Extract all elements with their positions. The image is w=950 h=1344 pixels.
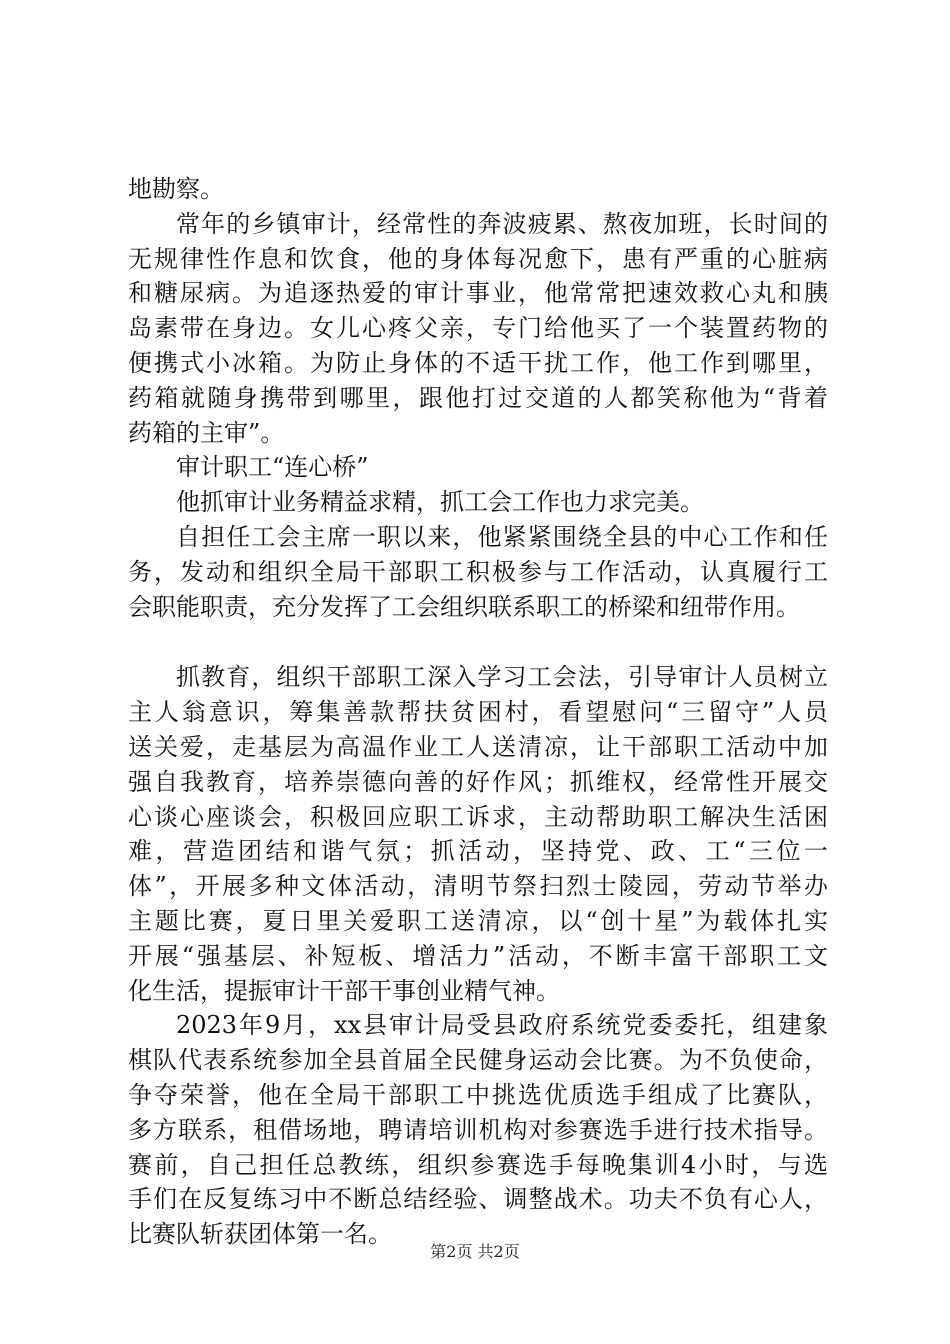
paragraph-line: 和糖尿病。为追逐热爱的审计事业，他常常把速效救心丸和胰 xyxy=(128,279,828,308)
paragraph-line: 争夺荣誉，他在全局干部职工中挑选优质选手组成了比赛队， xyxy=(128,1080,828,1109)
page-number-footer: 第2页 共2页 xyxy=(430,1242,520,1261)
paragraph-line: 棋队代表系统参加全县首届全民健身运动会比赛。为不负使命， xyxy=(128,1046,828,1075)
paragraph-line: 送关爱，走基层为高温作业工人送清凉，让干部职工活动中加 xyxy=(128,732,828,761)
paragraph-line: 主人翁意识，筹集善款帮扶贫困村，看望慰问“三留守”人员 xyxy=(128,698,828,727)
paragraph-line: 药箱就随身携带到哪里，跟他打过交道的人都笑称他为“背着 xyxy=(128,383,828,412)
paragraph-line: 他抓审计业务精益求精，抓工会工作也力求完美。 xyxy=(176,488,704,517)
paragraph-line: 务，发动和组织全局干部职工积极参与工作活动，认真履行工 xyxy=(128,557,828,586)
paragraph-line: 2023年9月，xx县审计局受县政府系统党委委托，组建象 xyxy=(176,1011,828,1040)
paragraph-spacer xyxy=(128,624,828,660)
paragraph-line: 便携式小冰箱。为防止身体的不适干扰工作，他工作到哪里， xyxy=(128,348,828,377)
paragraph-line: 心谈心座谈会，积极回应职工诉求，主动帮助职工解决生活困 xyxy=(128,802,828,831)
paragraph-line: 化生活，提振审计干部干事创业精气神。 xyxy=(128,976,560,1005)
paragraph-line: 自担任工会主席一职以来，他紧紧围绕全县的中心工作和任 xyxy=(176,522,828,551)
paragraph-line: 体”，开展多种文体活动，清明节祭扫烈士陵园，劳动节举办 xyxy=(128,872,828,901)
section-heading: 审计职工“连心桥” xyxy=(176,453,369,482)
paragraph-line: 赛前，自己担任总教练，组织参赛选手每晚集训4小时，与选 xyxy=(128,1150,828,1179)
paragraph-line: 手们在反复练习中不断总结经验、调整战术。功夫不负有心人， xyxy=(128,1185,828,1214)
paragraph-line: 会职能职责，充分发挥了工会组织联系职工的桥梁和纽带作用。 xyxy=(128,592,800,621)
paragraph-line: 比赛队斩获团体第一名。 xyxy=(128,1220,392,1249)
paragraph-line: 岛素带在身边。女儿心疼父亲，专门给他买了一个装置药物的 xyxy=(128,314,828,343)
paragraph-line: 抓教育，组织干部职工深入学习工会法，引导审计人员树立 xyxy=(176,663,828,692)
paragraph-line: 无规律性作息和饮食，他的身体每况愈下，患有严重的心脏病 xyxy=(128,244,828,273)
paragraph-line: 开展“强基层、补短板、增活力”活动，不断丰富干部职工文 xyxy=(128,941,828,970)
paragraph-line: 强自我教育，培养崇德向善的好作风；抓维权，经常性开展交 xyxy=(128,767,828,796)
document-body xyxy=(128,172,828,1252)
paragraph-line: 地勘察。 xyxy=(128,175,224,203)
paragraph-line: 常年的乡镇审计，经常性的奔波疲累、熬夜加班，长时间的 xyxy=(176,209,828,238)
paragraph-line: 药箱的主审”。 xyxy=(128,418,285,447)
paragraph-line: 主题比赛，夏日里关爱职工送清凉，以“创十星”为载体扎实 xyxy=(128,906,828,935)
paragraph-line: 多方联系，租借场地，聘请培训机构对参赛选手进行技术指导。 xyxy=(128,1115,828,1144)
paragraph-line: 难，营造团结和谐气氛；抓活动，坚持党、政、工“三位一 xyxy=(128,837,828,866)
